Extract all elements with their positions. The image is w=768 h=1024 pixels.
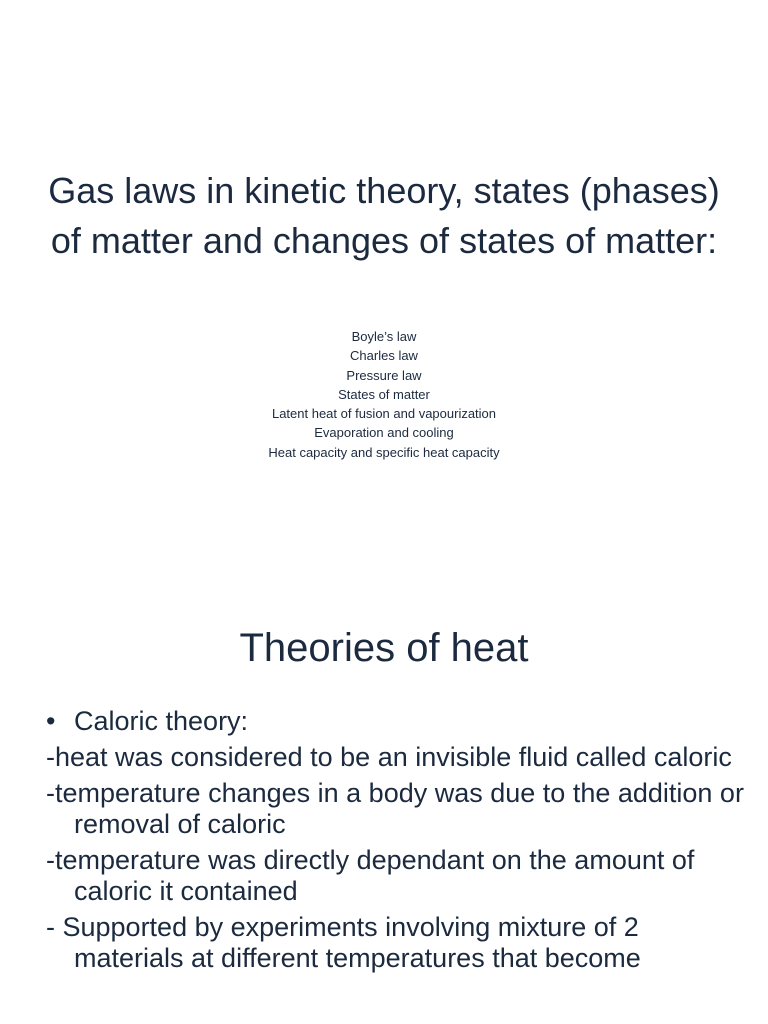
topic-item: Boyle’s law — [351, 329, 417, 344]
topic-list — [84, 327, 684, 462]
topic-item: Latent heat of fusion and vapourization — [271, 406, 497, 422]
content-line: - Supported by experiments involving mixture of 2 materials at different temperatures that become — [46, 912, 641, 973]
topic-item: Pressure law — [346, 367, 422, 383]
bullet-item — [46, 706, 746, 737]
bullet-text: Caloric theory: — [74, 706, 249, 736]
topic-item: Evaporation and cooling — [314, 425, 454, 441]
topic-item: Charles law — [350, 348, 418, 364]
content-line: -temperature changes in a body was due to the addition or removal of caloric — [46, 778, 744, 839]
topic-item: States of matter — [338, 386, 430, 402]
content-line: -temperature was directly dependant on the amount of caloric it contained — [46, 845, 695, 906]
content-list — [46, 706, 746, 979]
slide-title-heading: Gas laws in kinetic theory, states (phases) of matter and changes of states of matter: — [48, 170, 720, 261]
slide-theories-of-heat — [0, 576, 768, 1024]
bullet-dot-icon: • — [46, 706, 56, 736]
content-line: -heat was considered to be an invisible fluid called caloric — [46, 742, 732, 772]
topic-item: Heat capacity and specific heat capacity — [268, 444, 500, 460]
slide-heading: Theories of heat — [239, 626, 529, 670]
